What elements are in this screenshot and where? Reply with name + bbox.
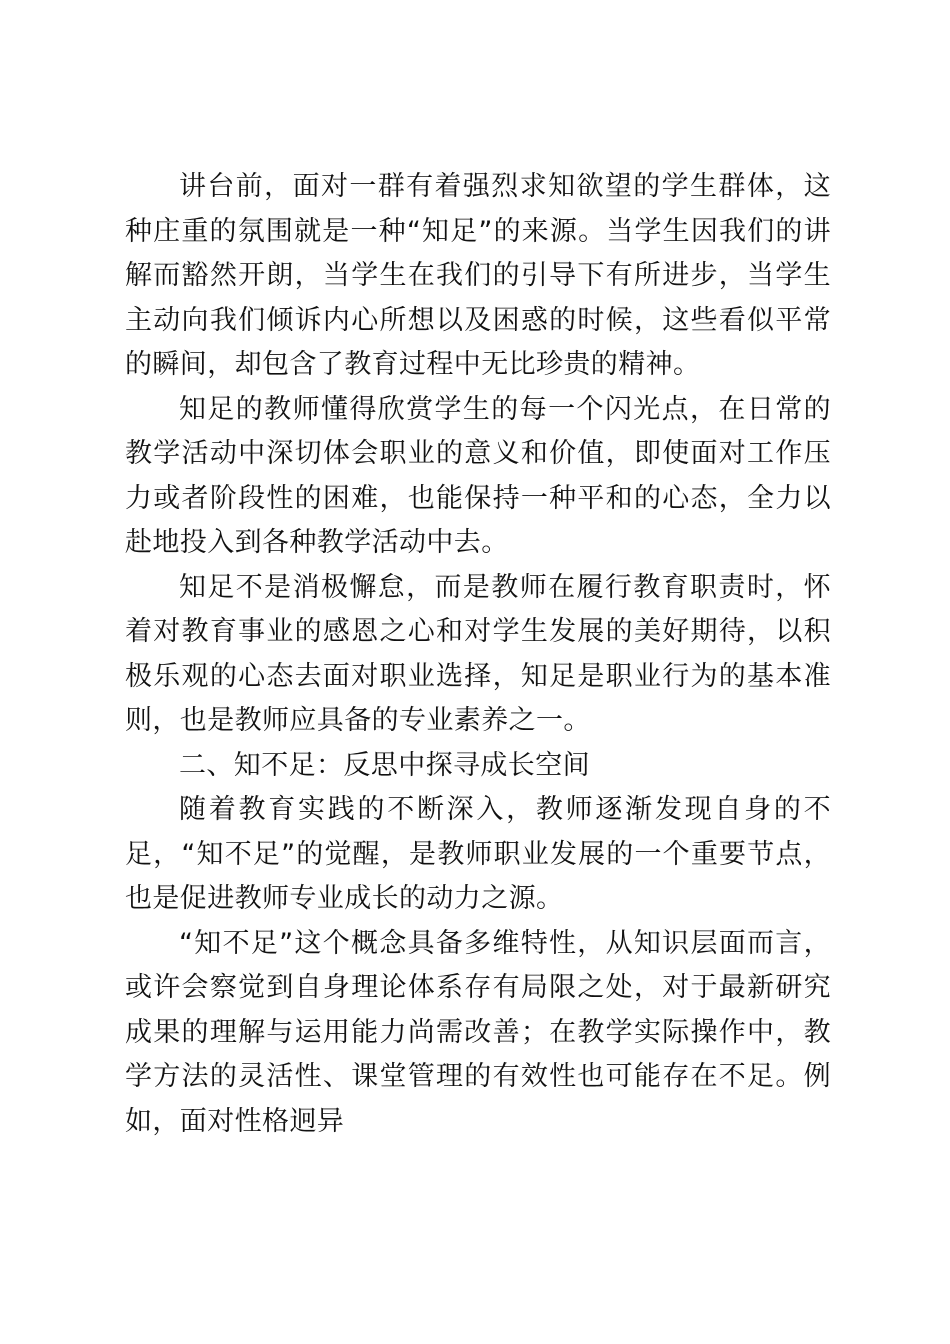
section-heading: 二、知不足：反思中探寻成长空间 xyxy=(179,749,590,781)
paragraph: “知不足”这个概念具备多维特性，从知识层面而言，或许会察觉到自身理论体系存有局限之处，对于最新研究成果的理解与运用能力尚需改善；在教学实际操作中，教学方法的灵活性、课堂管理的有效性也可能存在不足。例如，面对性格迥异 xyxy=(125,927,831,1137)
paragraph: 随着教育实践的不断深入，教师逐渐发现自身的不足，“知不足”的觉醒，是教师职业发展的一个重要节点，也是促进教师专业成长的动力之源。 xyxy=(125,794,831,914)
document-body xyxy=(125,165,831,1144)
paragraph: 讲台前，面对一群有着强烈求知欲望的学生群体，这种庄重的氛围就是一种“知足”的来源。当学生因我们的讲解而豁然开朗，当学生在我们的引导下有所进步，当学生主动向我们倾诉内心所想以及困惑的时候，这些看似平常的瞬间，却包含了教育过程中无比珍贵的精神。 xyxy=(125,171,831,380)
paragraph: 知足不是消极懈怠，而是教师在履行教育职责时，怀着对教育事业的感恩之心和对学生发展的美好期待，以积极乐观的心态去面对职业选择，知足是职业行为的基本准则，也是教师应具备的专业素养之一。 xyxy=(125,571,831,736)
paragraph: 知足的教师懂得欣赏学生的每一个闪光点，在日常的教学活动中深切体会职业的意义和价值，即使面对工作压力或者阶段性的困难，也能保持一种平和的心态，全力以赴地投入到各种教学活动中去。 xyxy=(125,393,831,558)
